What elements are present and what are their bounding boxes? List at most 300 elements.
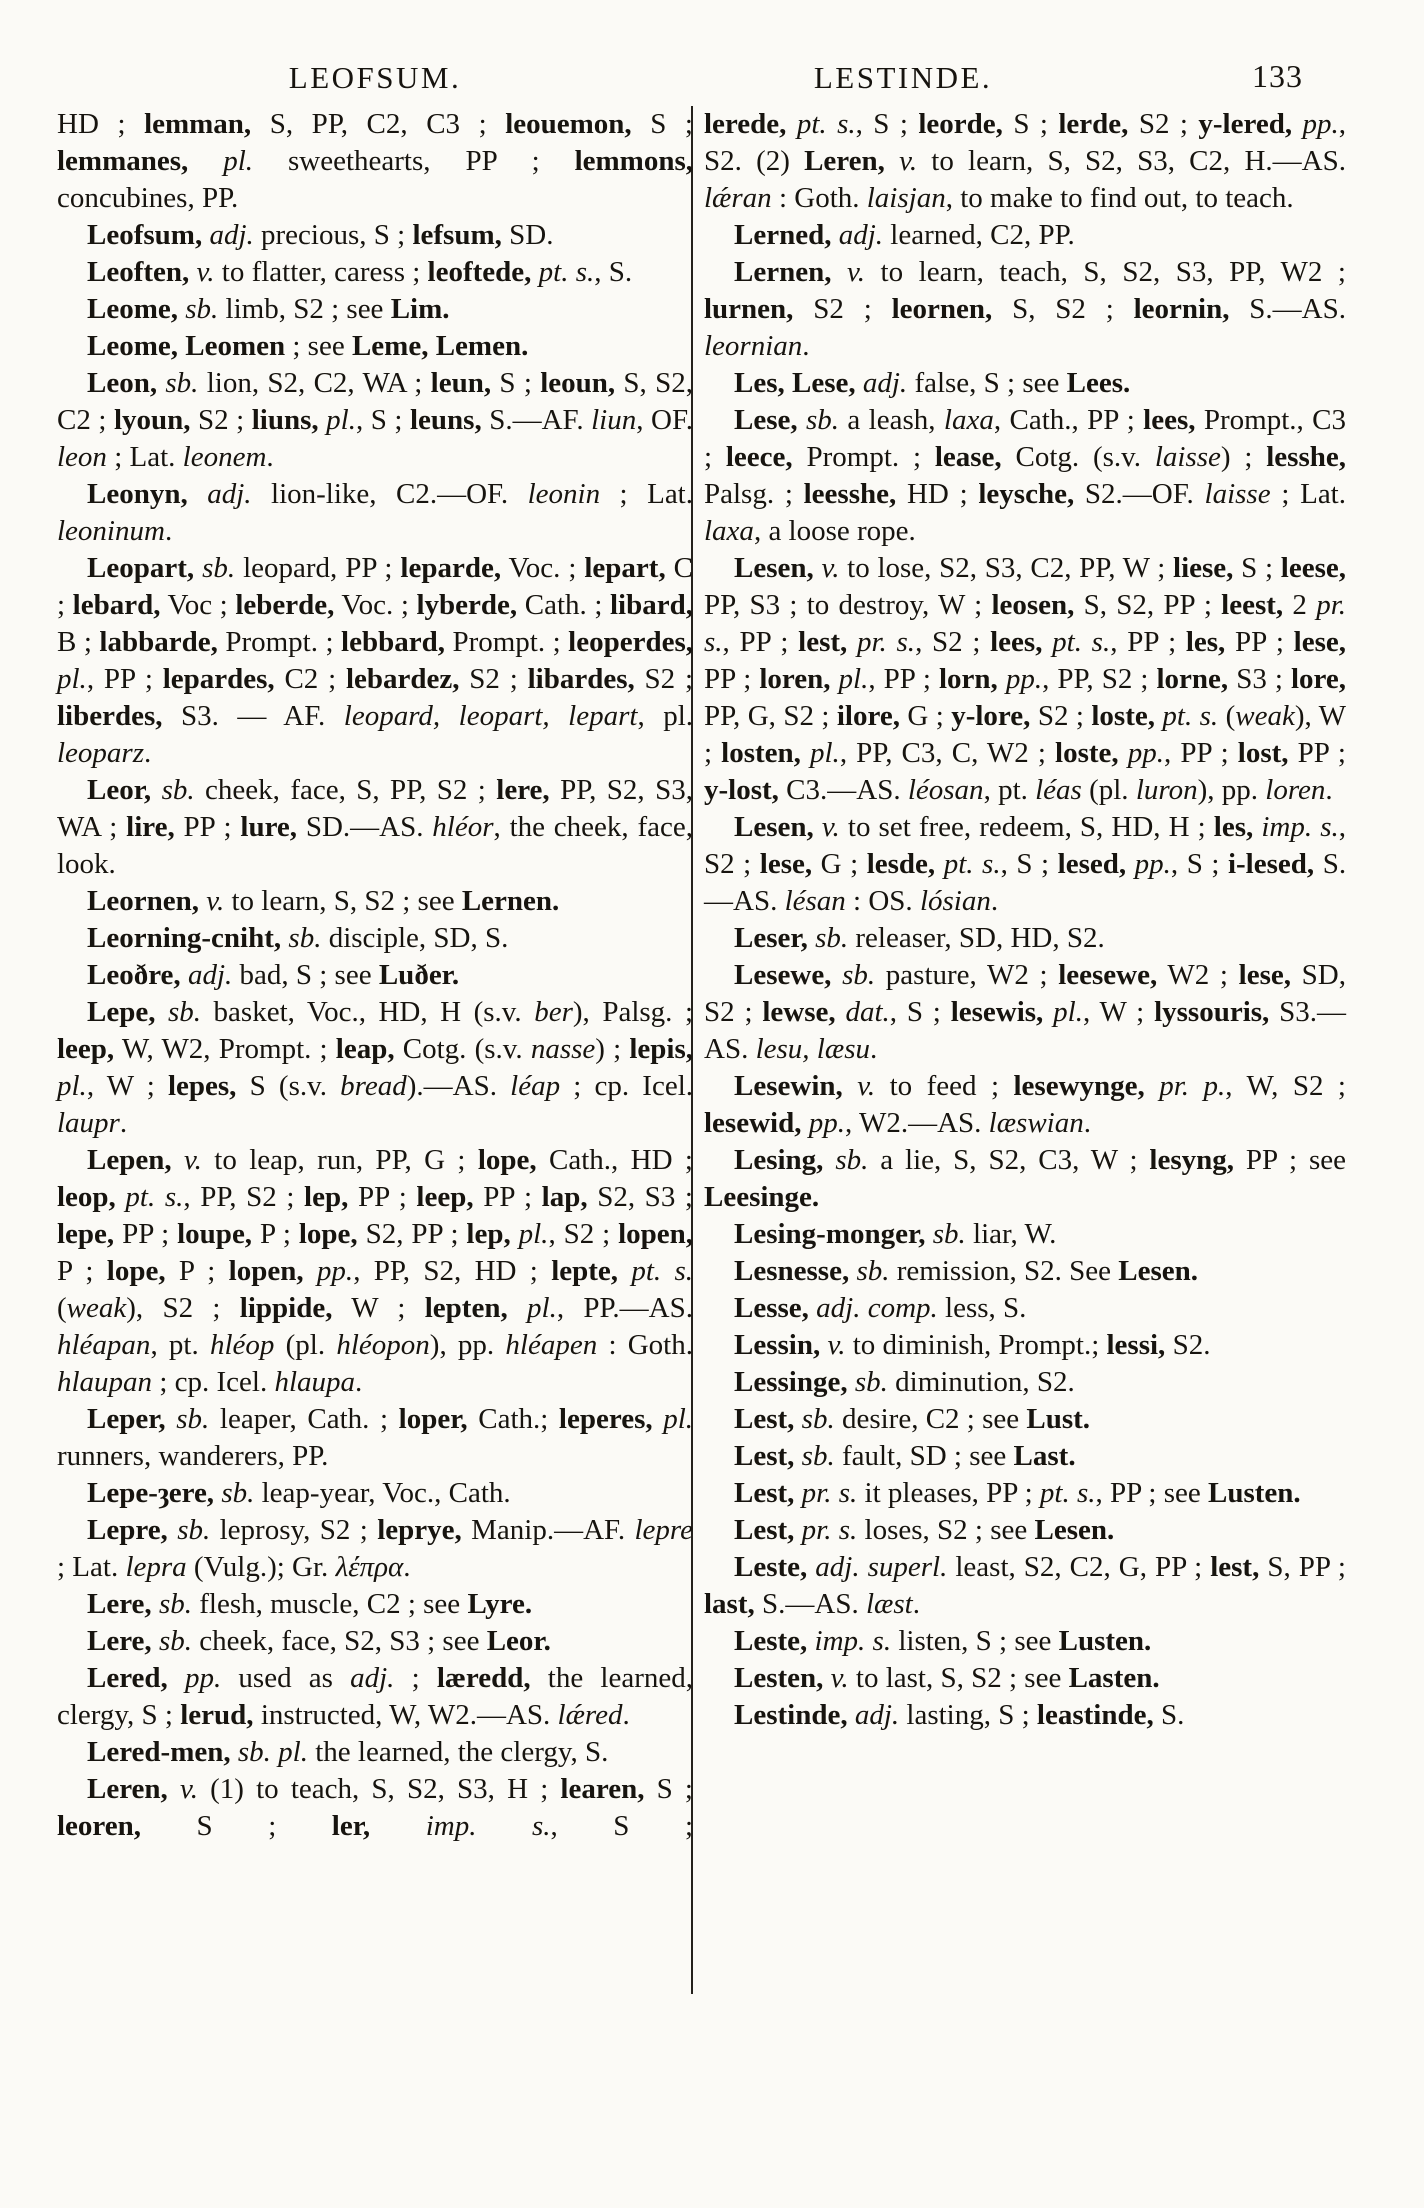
- entry-term: Leon,: [87, 367, 158, 399]
- entry-text: ; Lat.: [1270, 478, 1346, 510]
- entry-gram-label: loren: [1265, 774, 1326, 806]
- entry-gram-label: hlaupa: [274, 1366, 356, 1398]
- entry-text: to feed ;: [875, 1070, 1014, 1102]
- dictionary-entry: [704, 1327, 1346, 1364]
- entry-text: Manip.—AF.: [461, 1514, 635, 1546]
- entry-text: ; Lat.: [600, 478, 693, 510]
- entry-gram-label: luron: [1135, 774, 1198, 806]
- running-head-left: LEOFSUM.: [288, 60, 462, 95]
- entry-gram-label: v.: [884, 145, 918, 177]
- entry-text: runners, wanderers, PP.: [57, 1440, 329, 1472]
- entry-term: lesewynge,: [1013, 1070, 1145, 1102]
- entry-term: leorde,: [918, 108, 1003, 140]
- entry-term: Lepre,: [87, 1514, 168, 1546]
- entry-term: Lesen.: [1118, 1255, 1199, 1287]
- entry-gram-label: leoninum: [57, 515, 165, 547]
- entry-gram-label: læswian: [988, 1107, 1084, 1139]
- entry-text: , Cath., PP ;: [993, 404, 1144, 436]
- entry-term: Leesinge.: [704, 1181, 820, 1213]
- entry-text: , S ;: [855, 108, 919, 140]
- entry-term: leesewe,: [1058, 959, 1158, 991]
- entry-gram-label: sb.: [178, 293, 219, 325]
- entry-gram-label: pt. s.: [1154, 700, 1219, 732]
- entry-text: S2 ;: [459, 663, 528, 695]
- dictionary-entry: [704, 254, 1346, 365]
- entry-term: loper,: [398, 1403, 468, 1435]
- entry-term: Lesewin,: [734, 1070, 843, 1102]
- entry-gram-label: pp.: [801, 1107, 845, 1139]
- entry-gram-label: sb.: [151, 1588, 192, 1620]
- dictionary-entry: [57, 1142, 693, 1401]
- entry-text: S.: [1153, 1699, 1185, 1731]
- entry-gram-label: v.: [813, 811, 840, 843]
- entry-term: ler,: [331, 1810, 371, 1842]
- dictionary-entry: [57, 106, 693, 217]
- entry-term: læredd,: [436, 1662, 531, 1694]
- entry-term: lesde,: [866, 848, 936, 880]
- entry-gram-label: v.: [820, 1329, 846, 1361]
- entry-text: P ;: [165, 1255, 229, 1287]
- entry-term: lepart,: [584, 552, 666, 584]
- entry-term: leesshe,: [803, 478, 897, 510]
- entry-text: PP ;: [473, 1181, 542, 1213]
- entry-gram-label: v.: [813, 552, 840, 584]
- entry-term: leosen,: [991, 589, 1075, 621]
- entry-text: diminution, S2.: [887, 1366, 1075, 1398]
- entry-term: Leornen,: [87, 885, 199, 917]
- entry-term: lepten,: [424, 1292, 508, 1324]
- entry-term: Lere,: [87, 1625, 152, 1657]
- entry-gram-label: pl.: [57, 1070, 87, 1102]
- entry-gram-label: leonin: [527, 478, 601, 510]
- entry-term: Leoðre,: [87, 959, 181, 991]
- entry-text: .: [355, 1366, 363, 1398]
- entry-text: Prompt. ;: [444, 626, 569, 658]
- entry-text: (1) to teach, S, S2, S3, H ;: [197, 1773, 561, 1805]
- entry-term: Lesen,: [734, 811, 814, 843]
- entry-gram-label: pr. s.: [847, 626, 916, 658]
- entry-text: basket, Voc., HD, H (s.v.: [201, 996, 535, 1028]
- entry-text: , PP ;: [86, 663, 163, 695]
- dictionary-entry: [57, 1660, 693, 1734]
- dictionary-entry: [704, 1290, 1346, 1327]
- entry-text: : Goth.: [597, 1329, 693, 1361]
- entry-gram-label: léosan: [907, 774, 984, 806]
- entry-term: leoperdes,: [568, 626, 693, 658]
- entry-gram-label: læst: [865, 1588, 913, 1620]
- entry-gram-label: sb.: [167, 1514, 211, 1546]
- entry-term: Lees.: [1066, 367, 1131, 399]
- entry-text: S, PP, C2, C3 ;: [251, 108, 506, 140]
- entry-term: Leser,: [734, 922, 808, 954]
- entry-text: leaper, Cath. ;: [209, 1403, 399, 1435]
- entry-text: leprosy, S2 ;: [210, 1514, 378, 1546]
- dictionary-entry: [57, 476, 693, 550]
- entry-gram-label: imp. s.: [807, 1625, 892, 1657]
- page-number: 133: [1252, 58, 1303, 94]
- entry-text: instructed, W, W2.—AS.: [253, 1699, 558, 1731]
- entry-gram-label: hléor: [432, 811, 494, 843]
- entry-term: lefsum,: [412, 219, 502, 251]
- entry-term: Lest,: [734, 1440, 795, 1472]
- entry-text: S3 ;: [1228, 663, 1291, 695]
- entry-text: .: [912, 1588, 920, 1620]
- entry-text: S2 ;: [1128, 108, 1199, 140]
- dictionary-entry: [57, 1771, 693, 1845]
- entry-term: liese,: [1173, 552, 1234, 584]
- entry-text: , pt.: [150, 1329, 210, 1361]
- entry-text: , PP, S2, HD ;: [353, 1255, 552, 1287]
- entry-term: Lesten,: [734, 1662, 824, 1694]
- entry-term: leoftede,: [427, 256, 532, 288]
- entry-text: precious, S ;: [253, 219, 413, 251]
- entry-gram-label: lepre: [634, 1514, 693, 1546]
- entry-text: S2, S3 ;: [587, 1181, 693, 1213]
- entry-text: S ;: [631, 108, 693, 140]
- entry-text: , S ;: [889, 996, 951, 1028]
- entry-text: , S2 ;: [915, 626, 991, 658]
- entry-term: Lust.: [1026, 1403, 1091, 1435]
- entry-text: .: [164, 515, 173, 547]
- entry-gram-label: v.: [198, 885, 225, 917]
- entry-term: Lasten.: [1068, 1662, 1160, 1694]
- entry-text: S3.—AS.: [704, 996, 1347, 1065]
- dictionary-entry: [57, 1475, 693, 1512]
- entry-text: the learned, the clergy, S.: [307, 1736, 609, 1768]
- entry-term: Lest,: [734, 1514, 795, 1546]
- dictionary-entry: [57, 1586, 693, 1623]
- entry-text: used as: [221, 1662, 351, 1694]
- entry-text: disciple, SD, S.: [321, 922, 509, 954]
- dictionary-entry: [704, 1364, 1346, 1401]
- entry-term: lorne,: [1156, 663, 1229, 695]
- entry-term: leysche,: [978, 478, 1075, 510]
- entry-text: (pl.: [1081, 774, 1136, 806]
- entry-text: to diminish, Prompt.;: [845, 1329, 1107, 1361]
- entry-term: Lusten.: [1058, 1625, 1152, 1657]
- entry-text: , OF.: [636, 404, 694, 436]
- entry-gram-label: lesu, læsu: [755, 1033, 870, 1065]
- entry-text: , S ;: [1170, 848, 1228, 880]
- dictionary-entry: [57, 994, 693, 1142]
- entry-text: PP ;: [348, 1181, 417, 1213]
- dictionary-entry: [57, 957, 693, 994]
- entry-gram-label: laxa: [704, 515, 754, 547]
- entry-term: lemman,: [144, 108, 252, 140]
- entry-term: Leorning-cniht,: [87, 922, 282, 954]
- entry-text: ; Lat.: [57, 1551, 126, 1583]
- entry-term: lesed,: [1057, 848, 1127, 880]
- entry-gram-label: pl.: [510, 1218, 549, 1250]
- entry-text: (: [1218, 700, 1236, 732]
- dictionary-entry: [57, 1512, 693, 1586]
- entry-gram-label: adj.: [180, 959, 233, 991]
- entry-text: S.—AS.: [704, 848, 1347, 917]
- entry-term: lyssouris,: [1154, 996, 1270, 1028]
- entry-term: Les, Lese,: [734, 367, 856, 399]
- entry-gram-label: sb.: [794, 1440, 835, 1472]
- entry-term: les,: [1213, 811, 1254, 843]
- entry-text: , pl.: [637, 700, 694, 732]
- entry-text: Voc ;: [160, 589, 236, 621]
- dictionary-entry: [704, 550, 1346, 809]
- entry-term: leouemon,: [505, 108, 632, 140]
- entry-text: ), pp.: [429, 1329, 506, 1361]
- entry-text: Cath.;: [467, 1403, 559, 1435]
- entry-text: Cotg. (s.v.: [1001, 441, 1155, 473]
- entry-text: S2 ;: [793, 293, 892, 325]
- entry-text: ) ;: [1220, 441, 1267, 473]
- entry-text: ; Lat.: [106, 441, 183, 473]
- entry-text: fault, SD ; see: [834, 1440, 1014, 1472]
- entry-gram-label: pt. s.: [115, 1181, 184, 1213]
- entry-text: PP ;: [1288, 737, 1346, 769]
- entry-gram-label: pp.: [303, 1255, 354, 1287]
- entry-text: , PP, S2 ;: [183, 1181, 305, 1213]
- entry-text: PP ;: [1225, 626, 1294, 658]
- entry-gram-label: sb.: [823, 1144, 869, 1176]
- entry-term: liberdes,: [57, 700, 163, 732]
- entry-text: S2.: [1165, 1329, 1211, 1361]
- entry-term: leprye,: [377, 1514, 462, 1546]
- entry-term: Lerned,: [734, 219, 832, 251]
- entry-text: least, S2, C2, G, PP ;: [947, 1551, 1211, 1583]
- dictionary-entry: [704, 1438, 1346, 1475]
- entry-text: to learn, teach, S, S2, S3, PP, W2 ;: [865, 256, 1346, 288]
- dictionary-entry: [704, 1475, 1346, 1512]
- entry-gram-label: adj. comp.: [808, 1292, 938, 1324]
- entry-text: (pl.: [274, 1329, 337, 1361]
- entry-term: Lere,: [87, 1588, 152, 1620]
- entry-gram-label: leonem: [182, 441, 267, 473]
- entry-term: les,: [1185, 626, 1226, 658]
- entry-text: .: [802, 330, 810, 362]
- entry-gram-label: leon: [57, 441, 107, 473]
- entry-term: leese,: [1280, 552, 1346, 584]
- entry-text: , PP.—AS.: [556, 1292, 693, 1324]
- dictionary-entry: [704, 809, 1346, 920]
- entry-text: lasting, S ;: [899, 1699, 1037, 1731]
- entry-term: leece,: [725, 441, 793, 473]
- entry-text: S ;: [141, 1810, 332, 1842]
- entry-text: S ;: [491, 367, 541, 399]
- dictionary-entry: [704, 365, 1346, 402]
- entry-gram-label: sb.: [214, 1477, 255, 1509]
- entry-text: to lose, S2, S3, C2, PP, W ;: [839, 552, 1174, 584]
- dictionary-entry: [57, 920, 693, 957]
- entry-text: G ;: [899, 700, 952, 732]
- dictionary-entry: [704, 920, 1346, 957]
- entry-term: lep,: [466, 1218, 511, 1250]
- entry-gram-label: sb.: [151, 1625, 192, 1657]
- entry-term: loste,: [1091, 700, 1155, 732]
- entry-term: losten,: [721, 737, 801, 769]
- entry-gram-label: hlaupan: [57, 1366, 153, 1398]
- entry-text: , pt.: [983, 774, 1036, 806]
- entry-text: limb, S2 ; see: [218, 293, 391, 325]
- entry-gram-label: pl.: [318, 404, 356, 436]
- entry-term: leoren,: [57, 1810, 142, 1842]
- dictionary-entry: [704, 1512, 1346, 1549]
- entry-gram-label: adj.: [847, 1699, 900, 1731]
- entry-text: PP, S2, S3, WA ;: [57, 774, 693, 843]
- entry-text: S ;: [1233, 552, 1281, 584]
- entry-term: leep,: [416, 1181, 474, 1213]
- entry-gram-label: adj. superl.: [807, 1551, 948, 1583]
- entry-text: desire, C2 ; see: [834, 1403, 1027, 1435]
- entry-text: S.—AF.: [481, 404, 592, 436]
- entry-term: Lesen,: [734, 552, 814, 584]
- entry-text: PP, G, S2 ;: [704, 700, 837, 732]
- entry-gram-label: pr. s.: [704, 589, 1347, 658]
- entry-term: lesewid,: [704, 1107, 802, 1139]
- entry-term: Leren,: [804, 145, 885, 177]
- entry-term: Lesing-monger,: [734, 1218, 926, 1250]
- entry-text: W, W2, Prompt. ;: [114, 1033, 336, 1065]
- entry-text: to set free, redeem, S, HD, H ;: [839, 811, 1214, 843]
- dictionary-entry: [57, 365, 693, 476]
- entry-term: Leren,: [87, 1773, 168, 1805]
- entry-term: leperes,: [558, 1403, 653, 1435]
- entry-gram-label: leoparz: [57, 737, 144, 769]
- entry-term: leparde,: [400, 552, 502, 584]
- entry-text: P ;: [57, 1255, 107, 1287]
- dictionary-entry: [704, 1068, 1346, 1142]
- entry-gram-label: pl.: [507, 1292, 557, 1324]
- entry-text: SD.—AS.: [297, 811, 433, 843]
- entry-term: Leonyn,: [87, 478, 188, 510]
- entry-term: lost,: [1237, 737, 1289, 769]
- entry-gram-label: v.: [167, 1773, 198, 1805]
- entry-text: SD, S2 ;: [704, 959, 1346, 1028]
- entry-text: ), S2 ;: [126, 1292, 240, 1324]
- entry-gram-label: sb.: [155, 996, 202, 1028]
- entry-text: .: [1325, 774, 1333, 806]
- entry-text: Cath. ;: [517, 589, 610, 621]
- dictionary-entry: [704, 106, 1346, 217]
- entry-term: y-lered,: [1198, 108, 1293, 140]
- entry-text: W ;: [332, 1292, 425, 1324]
- entry-text: 2: [1283, 589, 1317, 621]
- entry-gram-label: v.: [831, 256, 865, 288]
- entry-text: .: [869, 1033, 878, 1065]
- entry-term: Lesing,: [734, 1144, 824, 1176]
- entry-term: Leofsum,: [87, 219, 203, 251]
- entry-term: Last.: [1013, 1440, 1076, 1472]
- entry-text: PP ;: [114, 1218, 178, 1250]
- entry-text: , S.: [594, 256, 633, 288]
- entry-term: lerde,: [1058, 108, 1129, 140]
- dictionary-entry: [704, 1401, 1346, 1438]
- entry-text: learned, C2, PP.: [883, 219, 1075, 251]
- entry-text: S2, PP ;: [357, 1218, 467, 1250]
- entry-text: a leash,: [839, 404, 944, 436]
- entry-term: lebardez,: [345, 663, 460, 695]
- entry-text: , S2 ;: [704, 811, 1346, 880]
- entry-term: lope,: [477, 1144, 537, 1176]
- dictionary-entry: [704, 1660, 1346, 1697]
- dictionary-entry: [57, 328, 693, 365]
- entry-term: lees,: [990, 626, 1043, 658]
- entry-gram-label: adj.: [187, 478, 252, 510]
- entry-term: libardes,: [527, 663, 635, 695]
- entry-gram-label: λέπρα: [335, 1551, 404, 1583]
- entry-term: loste,: [1055, 737, 1119, 769]
- entry-gram-label: lésan: [784, 885, 846, 917]
- entry-gram-label: leopard, leopart, lepart: [343, 700, 638, 732]
- entry-gram-label: v.: [842, 1070, 876, 1102]
- entry-gram-label: v.: [823, 1662, 849, 1694]
- entry-gram-label: laupr: [57, 1107, 120, 1139]
- dictionary-entry: [704, 1697, 1346, 1734]
- entry-term: Lered-men,: [87, 1736, 231, 1768]
- entry-text: to flatter, caress ;: [214, 256, 428, 288]
- entry-term: lope,: [298, 1218, 358, 1250]
- entry-text: Prompt. ;: [217, 626, 342, 658]
- entry-gram-label: pt. s.: [1042, 626, 1111, 658]
- entry-text: lion, S2, C2, WA ;: [198, 367, 431, 399]
- entry-gram-label: pp.: [1126, 848, 1171, 880]
- entry-text: to learn, S, S2, S3, C2, H.—AS.: [917, 145, 1346, 177]
- entry-text: S, S2, PP ;: [1074, 589, 1222, 621]
- entry-term: Lepe-ȝere,: [87, 1477, 215, 1509]
- entry-text: C ;: [57, 552, 694, 621]
- entry-gram-label: laisse: [1204, 478, 1271, 510]
- entry-text: (Vulg.); Gr.: [186, 1551, 336, 1583]
- entry-term: lest,: [1210, 1551, 1260, 1583]
- entry-text: S, PP ;: [1259, 1551, 1346, 1583]
- entry-text: S2 ;: [1030, 700, 1092, 732]
- dictionary-entry: [57, 1401, 693, 1475]
- entry-text: HD ;: [57, 108, 145, 140]
- entry-gram-label: pl.: [1043, 996, 1083, 1028]
- entry-text: Prompt. ;: [792, 441, 935, 473]
- entry-term: Lernen,: [734, 256, 832, 288]
- entry-gram-label: lǽred: [557, 1699, 623, 1731]
- entry-text: .: [1083, 1107, 1091, 1139]
- entry-gram-label: pr. s.: [794, 1477, 858, 1509]
- entry-gram-label: pp.: [167, 1662, 222, 1694]
- entry-term: leornen,: [891, 293, 993, 325]
- entry-text: , to make to find out, to teach.: [945, 182, 1294, 214]
- entry-text: , PP ;: [868, 663, 939, 695]
- entry-gram-label: pt. s.: [531, 256, 595, 288]
- entry-text: pasture, W2 ;: [875, 959, 1059, 991]
- entry-text: leopard, PP ;: [235, 552, 401, 584]
- entry-term: lippide,: [239, 1292, 333, 1324]
- entry-text: , S ;: [1000, 848, 1058, 880]
- entry-text: less, S.: [937, 1292, 1027, 1324]
- entry-term: leep,: [57, 1033, 115, 1065]
- entry-text: Palsg. ;: [704, 478, 804, 510]
- entry-text: : OS.: [845, 885, 920, 917]
- entry-term: last,: [704, 1588, 755, 1620]
- entry-text: HD ;: [896, 478, 979, 510]
- entry-gram-label: bread: [340, 1070, 407, 1102]
- entry-gram-label: sb.: [847, 1366, 888, 1398]
- entry-term: lesyng,: [1149, 1144, 1235, 1176]
- entry-gram-label: hléapan: [57, 1329, 151, 1361]
- entry-text: loses, S2 ; see: [857, 1514, 1035, 1546]
- entry-term: Lesse,: [734, 1292, 809, 1324]
- entry-term: leop,: [57, 1181, 116, 1213]
- entry-term: leornin,: [1133, 293, 1230, 325]
- entry-text: , W ;: [86, 1070, 168, 1102]
- entry-text: (: [57, 1292, 67, 1324]
- entry-gram-label: lepra: [125, 1551, 187, 1583]
- entry-gram-label: léap: [510, 1070, 561, 1102]
- entry-text: Voc. ;: [334, 589, 417, 621]
